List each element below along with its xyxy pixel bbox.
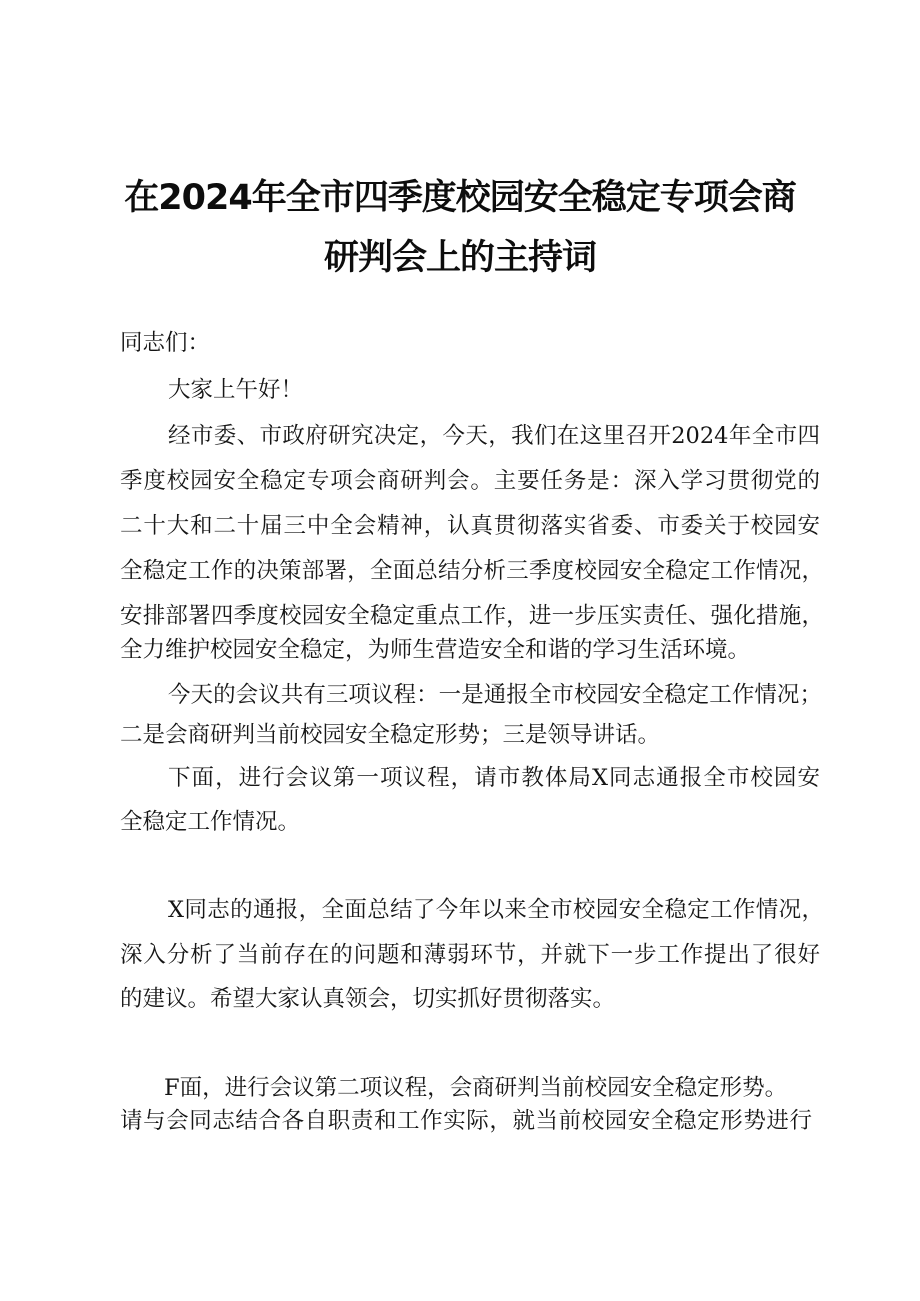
paragraph-3-line: 全稳定工作情况。 — [120, 809, 301, 835]
paragraph-1-line: 全力维护校园安全稳定，为师生营造安全和谐的学习生活环境。 — [120, 637, 751, 663]
salutation: 同志们： — [120, 330, 211, 356]
paragraph-1-line: 经市委、市政府研究决定，今天，我们在这里召开2024年全市四 — [168, 423, 820, 449]
paragraph-2-line: 今天的会议共有三项议程：一是通报全市校园安全稳定工作情况； — [168, 682, 822, 708]
paragraph-4-line: 的建议。希望大家认真领会，切实抓好贯彻落实。 — [120, 986, 616, 1012]
greeting: 大家上午好！ — [168, 377, 304, 403]
paragraph-1-line: 季度校园安全稳定专项会商研判会。主要任务是：深入学习贯彻党的 — [120, 468, 820, 494]
paragraph-1-line: 全稳定工作的决策部署，全面总结分析三季度校园安全稳定工作情况， — [120, 558, 824, 584]
paragraph-2-line: 二是会商研判当前校园安全稳定形势；三是领导讲话。 — [120, 722, 661, 748]
document-title-line-2: 研判会上的主持词 — [323, 238, 596, 278]
paragraph-5-line: 请与会同志结合各自职责和工作实际，就当前校园安全稳定形势进行 — [120, 1108, 812, 1134]
paragraph-1-line: 二十大和二十届三中全会精神，认真贯彻落实省委、市委关于校园安 — [120, 513, 820, 539]
document-title-line-1: 在2024年全市四季度校园安全稳定专项会商 — [124, 178, 796, 218]
paragraph-4-line: 深入分析了当前存在的问题和薄弱环节，并就下一步工作提出了很好 — [120, 942, 820, 968]
paragraph-3-line: 下面，进行会议第一项议程，请市教体局X同志通报全市校园安 — [168, 765, 820, 791]
paragraph-1-line: 安排部署四季度校园安全稳定重点工作，进一步压实责任、强化措施， — [120, 603, 824, 629]
paragraph-4-line: X同志的通报，全面总结了今年以来全市校园安全稳定工作情况， — [168, 897, 824, 923]
paragraph-5-line: F面，进行会议第二项议程，会商研判当前校园安全稳定形势。 — [164, 1075, 788, 1101]
